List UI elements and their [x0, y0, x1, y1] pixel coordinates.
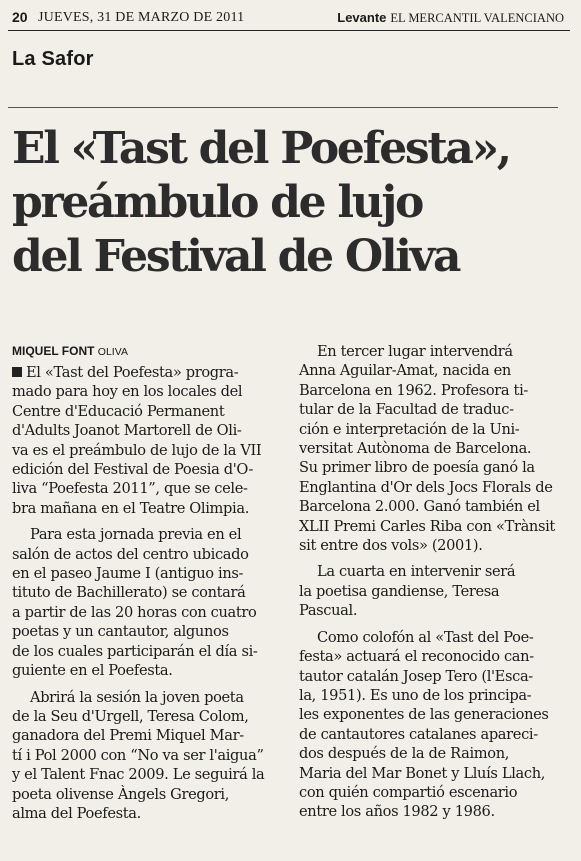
section-label: La Safor: [12, 48, 94, 70]
text-line: El «Tast del Poefesta» progra-: [12, 363, 278, 382]
text-line: con quién compartió escenario: [299, 783, 518, 801]
text-line: ción e interpretación de la Uni-: [299, 420, 520, 438]
article-paragraph: [12, 525, 278, 680]
text-line: guiente en el Poefesta.: [12, 662, 173, 680]
text-line: Maria del Mar Bonet y Lluís Llach,: [299, 764, 546, 782]
text-line: tautor catalán Josep Tero (l'Esca-: [299, 667, 533, 685]
text-line: Centre d'Educació Permanent: [12, 402, 225, 420]
paragraph-gap: [12, 518, 278, 525]
text-line: Su primer libro de poesía ganó la: [299, 459, 535, 477]
article-paragraph: [299, 628, 567, 822]
article-column-left: [12, 363, 278, 823]
page-number: 20: [12, 9, 28, 25]
text-line: alma del Poefesta.: [12, 804, 141, 822]
text-line: mado para hoy en los locales del: [12, 383, 243, 401]
byline-location: OLIVA: [97, 346, 128, 358]
text-line: dos después de la de Raimon,: [299, 745, 510, 763]
paragraph-gap: [299, 555, 567, 562]
text-line: d'Adults Joanot Martorell de Oli-: [12, 422, 242, 440]
text-line: Barcelona 2.000. Ganó también el: [299, 498, 540, 516]
headline-line: El «Tast del Poefesta»,: [12, 123, 510, 174]
text-line: Englantina d'Or dels Jocs Florals de: [299, 478, 553, 496]
text-line: va es el preámbulo de lujo de la VII: [12, 441, 262, 459]
headline: [12, 122, 572, 284]
page-header: [8, 8, 570, 28]
text-line: Para esta jornada previa en el: [30, 526, 242, 544]
text-line: en el paseo Jaume I (antiguo ins-: [12, 565, 244, 583]
text-line: Abrirá la sesión la joven poeta: [30, 688, 244, 706]
text-line: les exponentes de las generaciones: [299, 706, 549, 724]
byline: [12, 344, 128, 358]
text-line: la, 1951). Es uno de los principa-: [299, 686, 532, 704]
text-line: poeta olivense Àngels Gregori,: [12, 785, 230, 803]
headline-line: del Festival de Oliva: [12, 231, 460, 282]
text-line: bra mañana en el Teatre Olimpia.: [12, 499, 249, 517]
article-column-right: [299, 342, 567, 822]
text-line: sit entre dos vols» (2001).: [299, 537, 483, 555]
paragraph-gap: [299, 621, 567, 628]
text-line: Como colofón al «Tast del Poe-: [317, 628, 534, 646]
text-line: En tercer lugar intervendrá: [317, 343, 513, 360]
text-line: versitat Autònoma de Barcelona.: [299, 440, 532, 458]
text-line: festa» actuará el reconocido can-: [299, 648, 534, 666]
text-line: poetas y un cantautor, algunos: [12, 623, 229, 641]
text-line: liva “Poefesta 2011”, que se cele-: [12, 480, 248, 498]
text-line: de la Seu d'Urgell, Teresa Colom,: [12, 707, 249, 725]
text-line: y el Talent Fnac 2009. Le seguirá la: [12, 766, 265, 784]
article-paragraph: [12, 363, 278, 518]
text-line: de cantautores catalanes apareci-: [299, 725, 538, 743]
lead-square-icon: [12, 367, 22, 377]
article-paragraph: [299, 342, 567, 555]
issue-date: JUEVES, 31 DE MARZO DE 2011: [38, 10, 245, 25]
text-line: tituto de Bachillerato) se contará: [12, 584, 246, 602]
text-line: de los cuales participarán el día si-: [12, 642, 258, 660]
section-rule: [8, 107, 558, 108]
text-line: a partir de las 20 horas con cuatro: [12, 603, 257, 621]
header-rule: [8, 30, 570, 31]
text-line: La cuarta en intervenir será: [317, 563, 516, 581]
text-line: XLII Premi Carles Riba con «Trànsit: [299, 517, 555, 535]
article-paragraph: [12, 688, 278, 824]
paragraph-gap: [12, 681, 278, 688]
text-line: edición del Festival de Poesia d'O-: [12, 461, 254, 479]
text-line: la poetisa gandiense, Teresa: [299, 582, 500, 600]
text-line: ganadora del Premi Miquel Mar-: [12, 727, 244, 745]
article-paragraph: [299, 562, 567, 620]
text-line: entre los años 1982 y 1986.: [299, 803, 495, 821]
masthead-subtitle: EL MERCANTIL VALENCIANO: [390, 11, 564, 25]
text-line: tí i Pol 2000 con “No va ser l'aigua”: [12, 746, 264, 764]
text-line: Anna Aguilar-Amat, nacida en: [299, 362, 511, 380]
masthead-name: Levante: [337, 10, 387, 25]
byline-author: MIQUEL FONT: [12, 344, 95, 358]
text-line: Pascual.: [299, 602, 358, 620]
headline-line: preámbulo de lujo: [12, 177, 423, 228]
text-line: salón de actos del centro ubicado: [12, 545, 249, 563]
text-line: Barcelona en 1962. Profesora ti-: [299, 381, 528, 399]
masthead: [337, 10, 564, 26]
text-line: tular de la Facultad de traduc-: [299, 401, 514, 419]
